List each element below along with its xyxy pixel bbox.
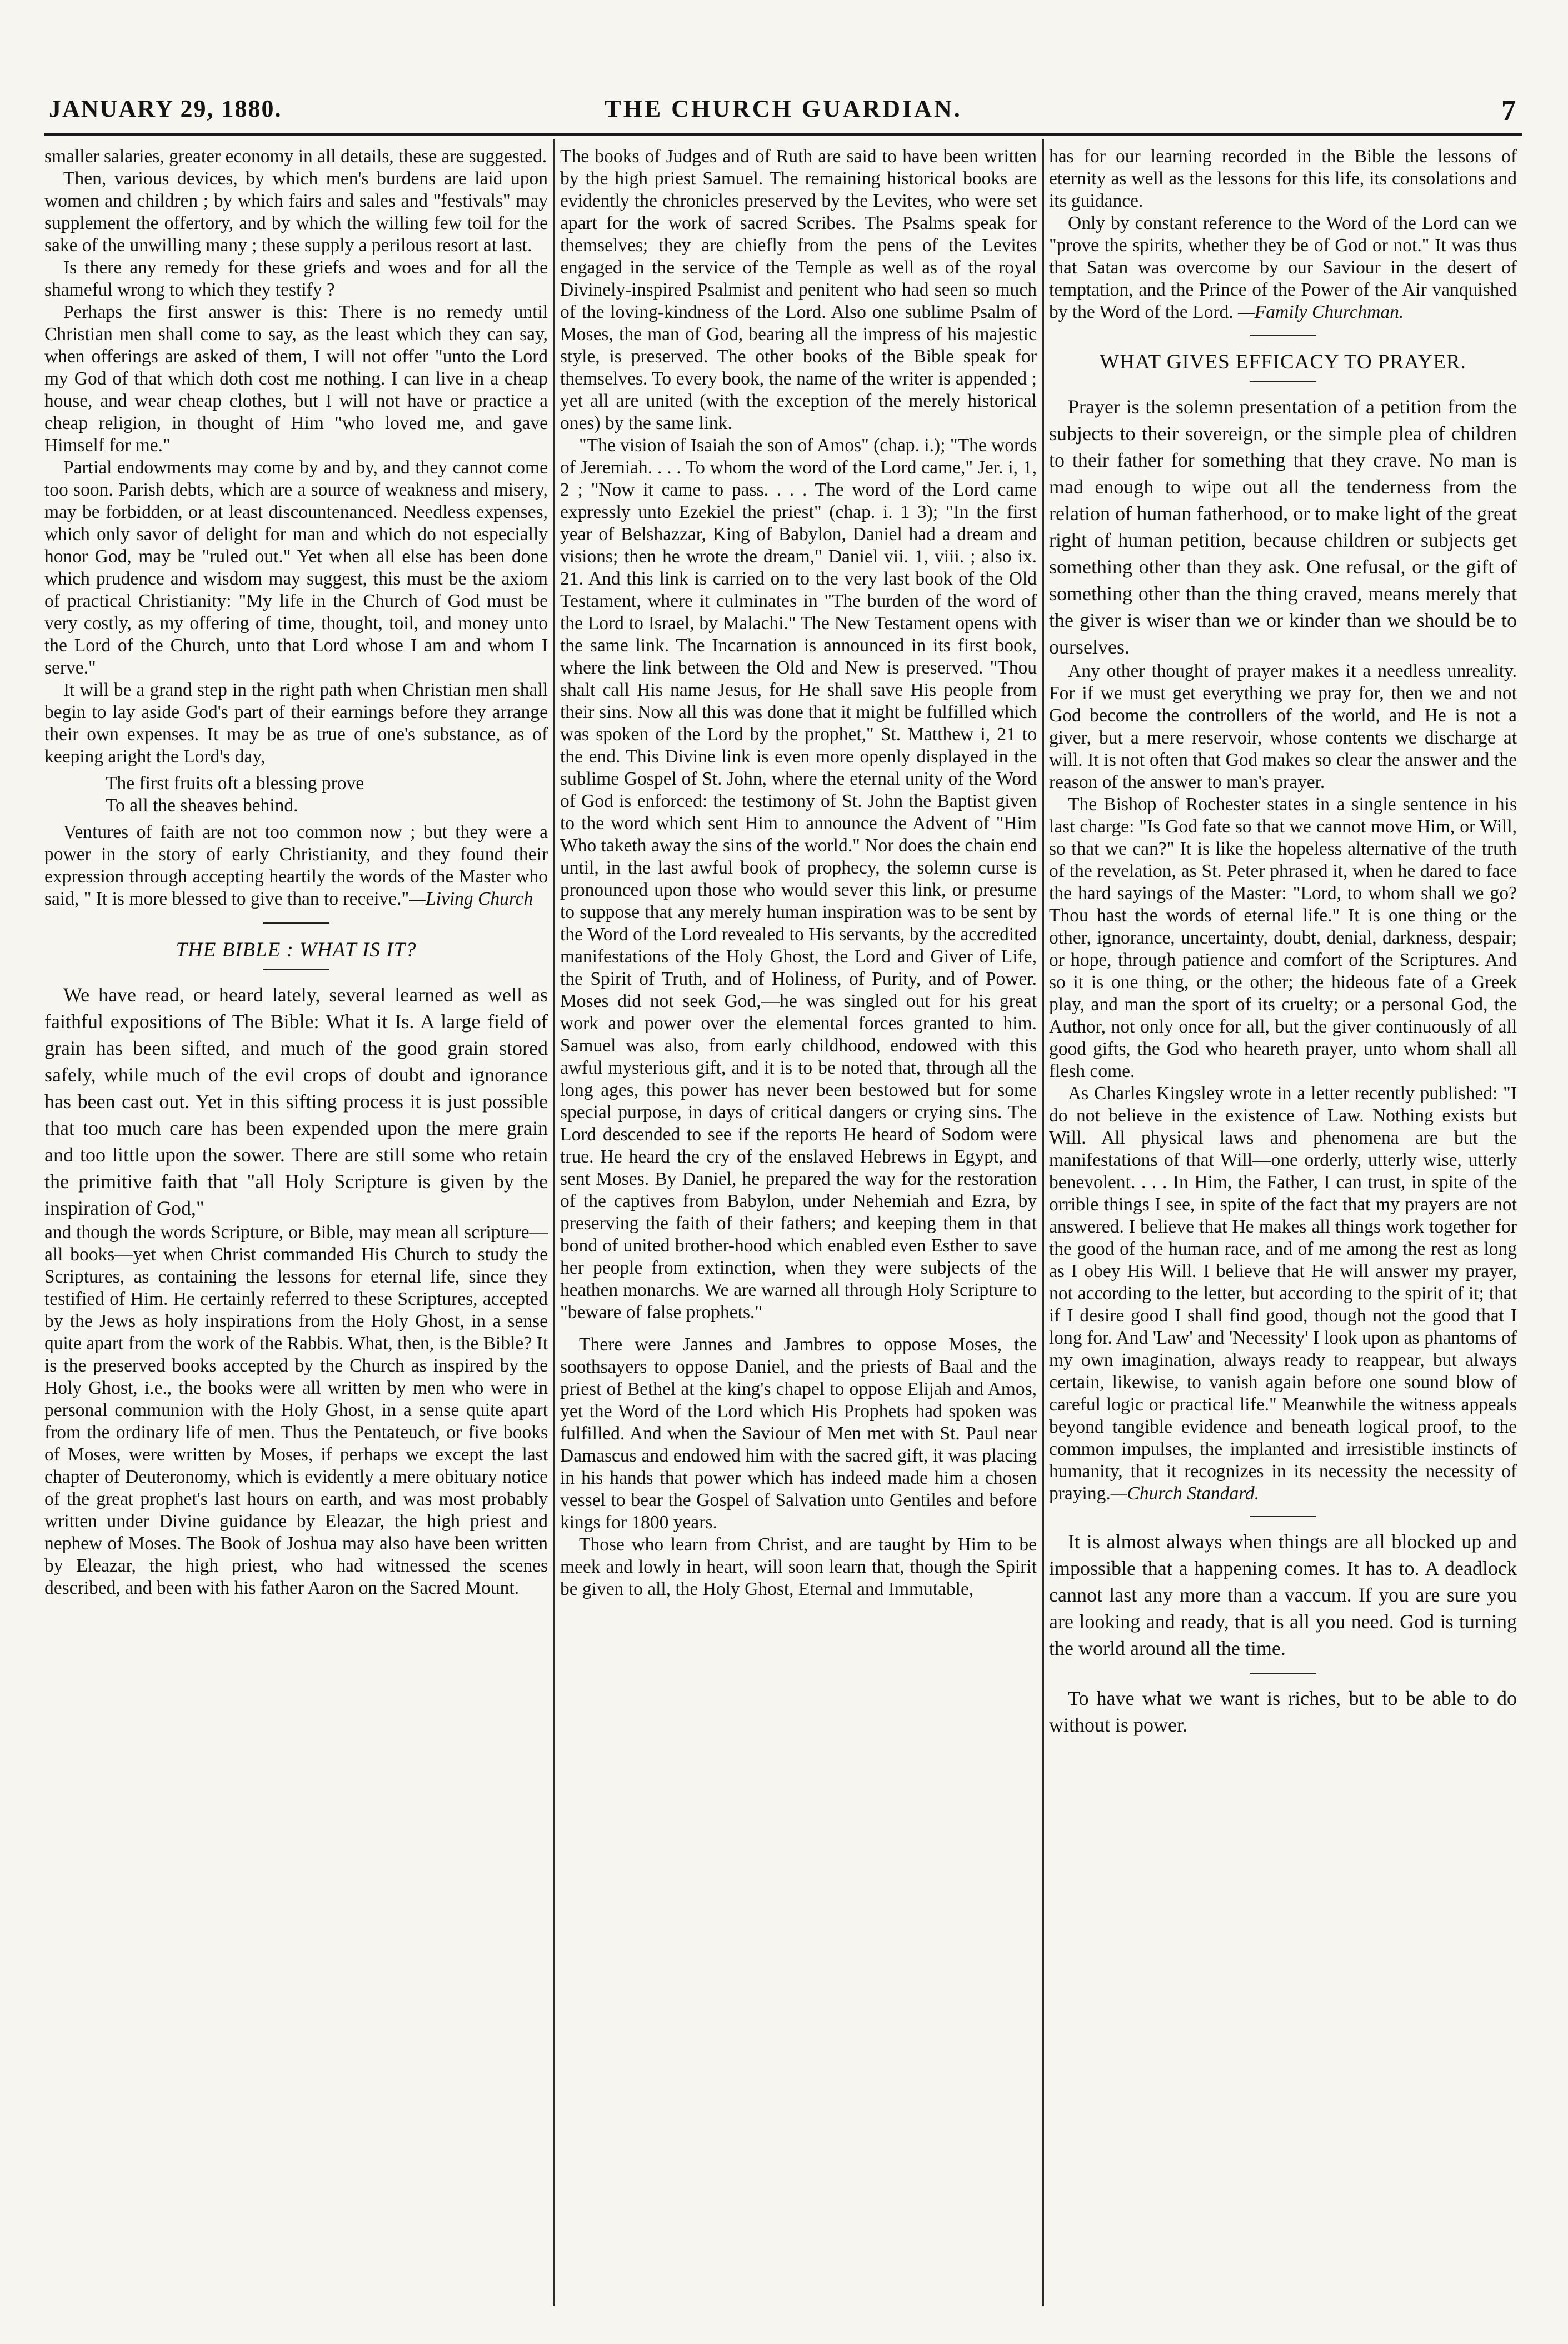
divider <box>263 969 329 970</box>
divider <box>1250 1673 1316 1674</box>
masthead-title: THE CHURCH GUARDIAN. <box>605 95 962 122</box>
column-divider <box>553 139 555 2306</box>
page-header <box>44 83 1522 136</box>
paragraph-text: Only by constant reference to the Word of the Lord can we "prove the spirits, whether they be of God or not." It was thus that Satan was overcome by our Saviour in the desert of temptation, and the Prince of the Power of the Air vanquished by the Word of the Lord. <box>1049 213 1517 322</box>
paragraph: Prayer is the solemn presentation of a petition from the subjects to their sovereign, or the simple plea of children to their father for something that they crave. No man is mad enough to wipe out all the tenderness from the relation of human fatherhood, or to make light of the great right of human petition, because children or subjects get something other than they ask. One refusal, or the gift of something other than the thing craved, means merely that the giver is wiser than we or kinder than we should be to ourselves. <box>1049 396 1517 658</box>
source-credit: —Living Church <box>409 889 533 909</box>
column-3 <box>1049 146 1517 2307</box>
issue-date: JANUARY 29, 1880. <box>49 95 282 122</box>
paragraph: We have read, or heard lately, several learned as well as faithful expositions of The Bible: What it Is. A large field of grain has been sifted, and much of the good grain stored safely, while much of the evil crops of doubt and ignorance has been cast out. Yet in this sifting process it is just possible that too much care has been expended upon the mere grain and too little upon the sower. There are still some who retain the primitive faith that "all Holy Scripture is given by the inspiration of God," <box>44 984 548 1219</box>
paragraph-text: Ventures of faith are not too common now ; but they were a power in the story of early Christianity, and they found their expression through accepting heartily the words of the Master who said, " It is more blessed to give than to receive." <box>44 822 548 909</box>
paragraph: There were Jannes and Jambres to oppose Moses, the soothsayers to oppose Daniel, and the priests of Baal and the priest of Bethel at the king's chapel to oppose Elijah and Amos, yet the Word of the Lord which His Prophets had spoken was fulfilled. And when the Saviour of Men met with St. Paul near Damascus and endowed him with the sacred gift, it was placing in his hands that power which has indeed made him a chosen vessel to bear the Gospel of Salvation unto Gentiles and before kings for 1800 years. <box>560 1334 1037 1533</box>
paragraph: To have what we want is riches, but to be able to do without is power. <box>1049 1687 1517 1736</box>
paragraph: and though the words Scripture, or Bible, may mean all scripture—all books—yet when Christ commanded His Church to study the Scriptures, as containing the lessons for eternal life, since they testified of Him. He certainly referred to these Scriptures, accepted by the Jews as holy inspirations from the Holy Ghost, in a sense quite apart from the work of the Rabbis. What, then, is the Bible? It is the preserved books accepted by the Church as inspired by the Holy Ghost, i.e., the books were all written by men who were in personal communion with the Holy Ghost, in a sense quite apart from the ordinary life of men. Thus the Pentateuch, or five books of Moses, were written by Moses, if perhaps we except the last chapter of Deuteronomy, which is evidently a mere obituary notice of the great prophet's last hours on earth, and was most probably written under Divine guidance by Eleazar, the high priest and nephew of Moses. The Book of Joshua may also have been written by Eleazar, the high priest, who had witnessed the scenes described, and been with his father Aaron on the Sacred Mount. <box>44 1222 548 1598</box>
paragraph <box>1049 1083 1517 1505</box>
column-divider <box>1042 139 1044 2306</box>
paragraph: Any other thought of prayer makes it a needless unreality. For if we must get everything we pray for, then we and not God become the controllers of the world, and He is not a giver, but a mere reservoir, whose contents we discharge at will. It is not often that God makes so clear the answer and the reason of the answer to man's prayer. <box>1049 661 1517 792</box>
verse-line: The first fruits oft a blessing prove <box>106 773 364 794</box>
paragraph: It will be a grand step in the right path when Christian men shall begin to lay aside God's part of their earnings before they arrange their own expenses. It may be as true of one's substance, as of keeping aright the Lord's day, <box>44 680 548 767</box>
verse-quote <box>44 772 548 817</box>
paragraph: Partial endowments may come by and by, and they cannot come too soon. Parish debts, which are a source of weakness and misery, may be forbidden, or at least discountenanced. Needless expenses, which only savor of delight for man and which do not especially honor God, may be "ruled out." Yet when all else has been done which prudence and wisdom may suggest, this must be the axiom of practical Christianity: "My life in the Church of God must be very costly, as my offering of time, thought, toil, and money unto the Lord of the Church, unto that Lord whose I am and whom I serve." <box>44 457 548 678</box>
paragraph: Is there any remedy for these griefs and woes and for all the shameful wrong to which they testify ? <box>44 257 548 300</box>
paragraph <box>44 821 548 910</box>
paragraph: Perhaps the first answer is this: There is no remedy until Christian men shall come to say, as the least which they can say, when offerings are asked of them, I will not offer "unto the Lord my God of that which doth cost me nothing. I can live in a cheap house, and wear cheap clothes, but I will not have or practice a cheap religion, in thought of Him "who loved me, and gave Himself for me." <box>44 302 548 456</box>
paragraph: has for our learning recorded in the Bible the lessons of eternity as well as the lessons for this life, its consolations and its guidance. <box>1049 146 1517 211</box>
paragraph: It is almost always when things are all blocked up and impossible that a happening comes. It has to. A deadlock cannot last any more than a vaccum. If you are sure you are looking and ready, that is all you need. God is turning the world around all the time. <box>1049 1530 1517 1659</box>
divider <box>1250 381 1316 382</box>
source-credit: —Family Churchman. <box>1238 302 1404 322</box>
article-heading: WHAT GIVES EFFICACY TO PRAYER. <box>1100 351 1466 373</box>
paragraph: The books of Judges and of Ruth are said to have been written by the high priest Samuel. The remaining historical books are evidently the chronicles preserved by the Levites, who were set apart for the work of sacred Scribes. The Psalms speak for themselves; they are chiefly from the pens of the Levites engaged in the service of the Temple as well as of the royal Divinely-inspired Psalmist and penitent who had seen so much of the loving-kindness of the Lord. Also one sublime Psalm of Moses, the man of God, bearing all the impress of his majestic style, is preserved. The other books of the Bible speak for themselves. To every book, the name of the writer is appended ; yet all are united (with the exception of the merely historical ones) by the same link. <box>560 146 1037 433</box>
article-heading: THE BIBLE : WHAT IS IT? <box>176 939 417 961</box>
divider <box>1250 335 1316 336</box>
source-credit: —Church Standard. <box>1110 1483 1260 1504</box>
divider <box>263 922 329 924</box>
paragraph-text: As Charles Kingsley wrote in a letter recently published: "I do not believe in the existence of Law. Nothing exists but Will. All physical laws and phenomena are but the manifestations of that Will—one orderly, utterly wise, utterly benevolent. . . . In Him, the Father, I can trust, in spite of the orrible things I see, in spite of the fact that my prayers are not answered. I believe that He makes all things work together for the good of the human race, and of me among the rest as long as I obey His Will. I believe that He will answer my prayer, not according to the letter, but according to the spirit of it; that if I desire good I shall find good, though not the good that I long for. And 'Law' and 'Necessity' I look upon as phantoms of my own imagination, always ready to reappear, but always certain, likewise, to vanish again before one sound blow of careful logic or practical life." Meanwhile the witness appeals beyond tangible evidence and beneath logical proof, to the common impulses, the implanted and irresistible instincts of humanity, that it recognizes in its necessity the necessity of praying. <box>1049 1083 1517 1504</box>
paragraph <box>1049 212 1517 323</box>
paragraph: Then, various devices, by which men's burdens are laid upon women and children ; by which fairs and sales and "festivals" may supplement the offertory, and by which the willing few toil for the sake of the unwilling many ; these supply a perilous resort at last. <box>44 168 548 256</box>
divider <box>1250 1516 1316 1517</box>
column-2 <box>560 146 1037 2307</box>
paragraph: Those who learn from Christ, and are taught by Him to be meek and lowly in heart, will soon learn that, though the Spirit be given to all, the Holy Ghost, Eternal and Immutable, <box>560 1534 1037 1599</box>
paragraph: smaller salaries, greater economy in all details, these are suggested. <box>44 146 547 167</box>
page-number: 7 <box>1501 95 1517 127</box>
column-1 <box>44 146 548 2307</box>
paragraph: "The vision of Isaiah the son of Amos" (chap. i.); "The words of Jeremiah. . . . To whom the word of the Lord came," Jer. i, 1, 2 ; "Now it came to pass. . . . The word of the Lord came expressly unto Ezekiel the priest" (chap. i. 1 3); "In the first year of Belshazzar, King of Babylon, Daniel had a dream and visions; then he wrote the dream," Daniel vii. 1, viii. ; also ix. 21. And this link is carried on to the very last book of the Old Testament, where it culminates in "The burden of the word of the Lord to Israel, by Malachi." The New Testament opens with the same link. The Incarnation is announced in its first book, where the link between the Old and New is preserved. "Thou shalt call His name Jesus, for He shall save His people from their sins. Now all this was done that it might be fulfilled which was spoken of the Lord by the prophet," St. Matthew i, 21 to the end. This Divine link is even more openly displayed in the sublime Gospel of St. John, where the eternal unity of the Word of God is enforced: the testimony of St. John the Baptist given to the word which sent Him to announce the Advent of "Him Who taketh away the sins of the world." Nor does the chain end until, in the last awful book of prophecy, the solemn curse is pronounced upon those who would sever this link, or presume to suppose that any merely human inspiration was to be sent by the Word of the Lord revealed to His servants, by the accredited manifestations of the Holy Ghost, the Lord and Giver of Life, the Spirit of Truth, and of Holiness, of Purity, and of Power. Moses did not seek God,—he was singled out for his great work and power over the elemental forces granted to him. Samuel was also, from early childhood, endowed with this awful mysterious gift, and it is to be noted that, through all the long ages, this power has never been bestowed but for some special purpose, in days of critical dangers or crying sins. The Lord descended to see if the reports He heard of Sodom were true. He heard the cry of the enslaved Hebrews in Egypt, and sent Moses. By Daniel, he prepared the way for the restoration of the captives from Babylon, under Nehemiah and Ezra, by preserving the faith of their fathers; and keeping them in that bond of united brother-hood which enabled even Esther to save her people from extinction, when they were subjects of the heathen monarchs. We are warned all through Holy Scripture to "beware of false prophets." <box>560 435 1037 1323</box>
paragraph: The Bishop of Rochester states in a single sentence in his last charge: "Is God fate so that we cannot move Him, or Will, so that we can?" It is like the hopeless alternative of the truth of the revelation, as St. Peter phrased it, when he dared to face the hard sayings of the Master: "Lord, to whom shall we go? Thou hast the words of eternal life." It is one thing or the other, ignorance, uncertainty, doubt, denial, darkness, despair; or hope, through patience and comfort of the Scriptures. And so it is one thing, or the other; the hideous fate of a Greek play, and man the sport of its cruelty; or a personal God, the Author, not only once for all, but the giver continuously of all good gifts, the God who heareth prayer, unto whom shall all flesh come. <box>1049 794 1517 1081</box>
verse-line: To all the sheaves behind. <box>106 795 298 816</box>
